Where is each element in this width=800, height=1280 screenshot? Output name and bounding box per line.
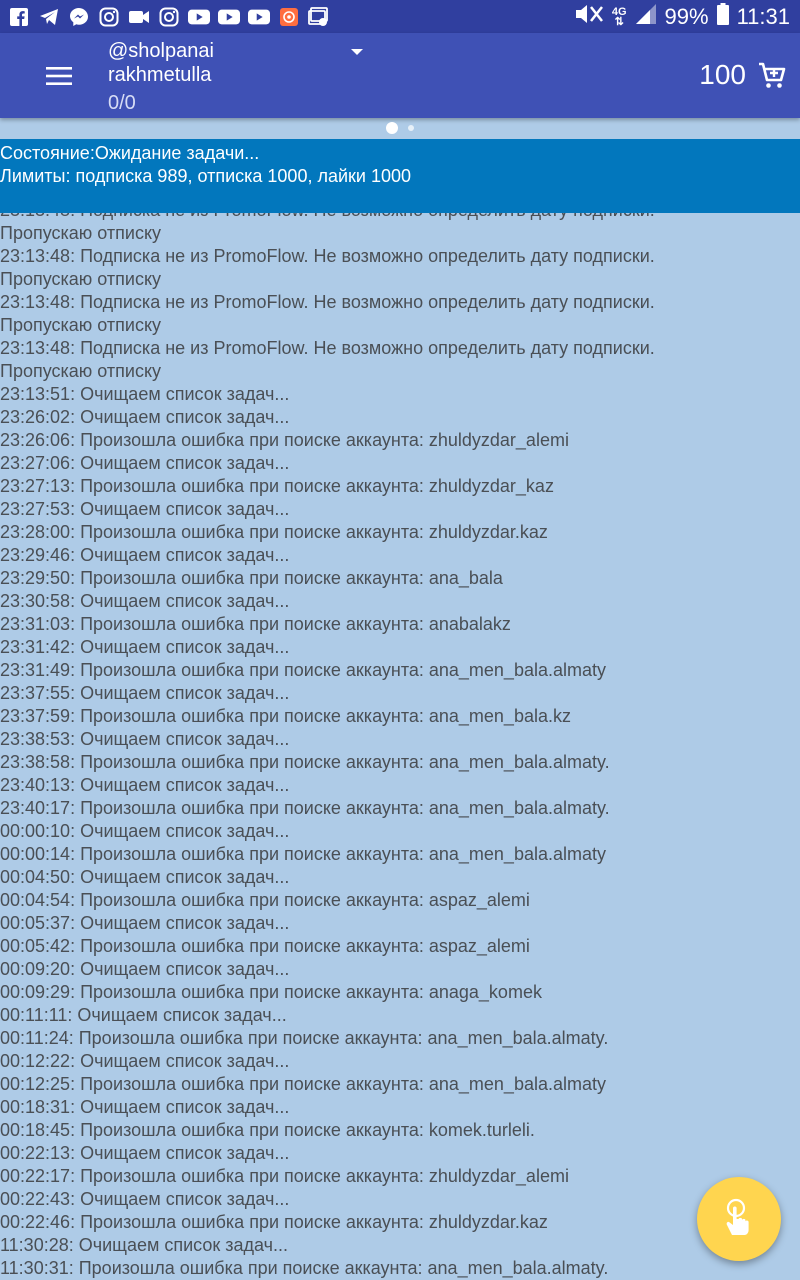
log-entry: 00:09:20: Очищаем список задач... [0, 959, 290, 979]
log-entry: 00:18:45: Произошла ошибка при поиске аккаунта: komek.turleli. [0, 1120, 535, 1140]
log-entry: 11:30:31: Произошла ошибка при поиске аккаунта: ana_men_bala.almaty. [0, 1258, 609, 1278]
log-entry: 00:12:22: Очищаем список задач... [0, 1051, 290, 1071]
system-status [574, 3, 790, 31]
instagram-icon [158, 7, 180, 27]
log-entry: 23:37:55: Очищаем список задач... [0, 683, 290, 703]
log-entry: 23:30:58: Очищаем список задач... [0, 591, 290, 611]
log-entry: 23:29:46: Очищаем список задач... [0, 545, 290, 565]
log-entry: 00:09:29: Произошла ошибка при поиске аккаунта: anaga_komek [0, 982, 542, 1002]
mute-icon [574, 3, 604, 31]
add-to-cart-icon [757, 60, 787, 90]
log-entry: Пропускаю отписку [0, 269, 162, 289]
log-entry: 00:12:25: Произошла ошибка при поиске аккаунта: ana_men_bala.almaty [0, 1074, 606, 1094]
log-entry: 23:13:48: Подписка не из PromoFlow. Не возможно определить дату подписки. [0, 292, 655, 312]
log-entry: 23:37:59: Произошла ошибка при поиске аккаунта: ana_men_bala.kz [0, 706, 571, 726]
start-task-button[interactable] [697, 1177, 781, 1261]
log-entry: 00:11:11: Очищаем список задач... [0, 1005, 287, 1025]
signal-icon [635, 3, 657, 31]
task-progress: 0/0 [108, 92, 136, 114]
log-entry: 00:11:24: Произошла ошибка при поиске аккаунта: ana_men_bala.almaty. [0, 1028, 609, 1048]
log-entry: 23:31:49: Произошла ошибка при поиске аккаунта: ana_men_bala.almaty [0, 660, 606, 680]
log-entry: 23:26:02: Очищаем список задач... [0, 407, 290, 427]
log-list[interactable] [0, 199, 800, 1280]
battery-icon [717, 3, 729, 31]
log-entry: 23:38:58: Произошла ошибка при поиске аккаунта: ana_men_bala.almaty. [0, 752, 610, 772]
menu-icon [46, 66, 72, 86]
state-text: Состояние:Ожидание задачи... [0, 143, 260, 163]
log-entry: 23:13:48: Подписка не из PromoFlow. Не возможно определить дату подписки. [0, 246, 655, 266]
log-entry: 00:22:46: Произошла ошибка при поиске аккаунта: zhuldyzdar.kaz [0, 1212, 548, 1232]
log-entry: 00:18:31: Очищаем список задач... [0, 1097, 290, 1117]
log-entry: 23:13:48: Подписка не из PromoFlow. Не возможно определить дату подписки. [0, 338, 655, 358]
facebook-icon [8, 7, 30, 27]
account-name-line1: @sholpanai [108, 40, 214, 62]
log-entry: Пропускаю отписку [0, 361, 162, 381]
notification-icons [8, 5, 330, 29]
balance: 100 [699, 59, 746, 90]
log-entry: 23:38:53: Очищаем список задач... [0, 729, 290, 749]
log-entry: 23:27:06: Очищаем список задач... [0, 453, 290, 473]
app-icon [278, 7, 300, 27]
telegram-icon [38, 7, 60, 27]
log-entry: 23:40:17: Произошла ошибка при поиске аккаунта: ana_men_bala.almaty. [0, 798, 610, 818]
clock: 11:31 [736, 4, 790, 29]
log-entry: Пропускаю отписку [0, 223, 162, 243]
page-dot-active[interactable] [386, 122, 398, 134]
app-bar [0, 33, 800, 118]
log-entry: 00:04:50: Очищаем список задач... [0, 867, 290, 887]
log-entry: 23:31:42: Очищаем список задач... [0, 637, 290, 657]
account-name-line2: rakhmetulla [108, 64, 212, 86]
log-entry: 00:04:54: Произошла ошибка при поиске аккаунта: aspaz_alemi [0, 890, 530, 910]
youtube-icon [188, 7, 210, 27]
log-entry: 23:26:06: Произошла ошибка при поиске аккаунта: zhuldyzdar_alemi [0, 430, 569, 450]
page-indicator [0, 118, 800, 138]
limits-text: Лимиты: подписка 989, отписка 1000, лайки 1000 [0, 166, 411, 186]
log-entry: 00:22:43: Очищаем список задач... [0, 1189, 290, 1209]
youtube-icon [218, 7, 240, 27]
touch-icon [719, 1197, 759, 1241]
log-entry: Пропускаю отписку [0, 315, 162, 335]
log-entry: 23:27:13: Произошла ошибка при поиске аккаунта: zhuldyzdar_kaz [0, 476, 554, 496]
menu-button[interactable] [38, 57, 80, 95]
video-call-icon [128, 7, 150, 27]
cart-button[interactable] [754, 57, 790, 93]
log-entry: 00:00:14: Произошла ошибка при поиске аккаунта: ana_men_bala.almaty [0, 844, 606, 864]
log-entry: 11:30:28: Очищаем список задач... [0, 1235, 289, 1255]
log-entry: 00:05:37: Очищаем список задач... [0, 913, 290, 933]
battery-percent: 99% [664, 4, 709, 29]
log-entry: 23:28:00: Произошла ошибка при поиске аккаунта: zhuldyzdar.kaz [0, 522, 548, 542]
log-entry: 00:22:17: Произошла ошибка при поиске аккаунта: zhuldyzdar_alemi [0, 1166, 569, 1186]
account-selector[interactable] [108, 39, 214, 115]
page-dot[interactable] [408, 125, 414, 131]
status-bar [0, 0, 800, 33]
log-entry: 23:27:53: Очищаем список задач... [0, 499, 290, 519]
log-entry: 23:40:13: Очищаем список задач... [0, 775, 290, 795]
gallery-icon [308, 7, 330, 27]
status-panel [0, 139, 800, 213]
log-entry: 23:31:03: Произошла ошибка при поиске аккаунта: anabalakz [0, 614, 511, 634]
log-entry: 00:00:10: Очищаем список задач... [0, 821, 290, 841]
instagram-icon [98, 7, 120, 27]
dropdown-arrow-icon[interactable] [348, 45, 366, 59]
log-entry: 23:13:51: Очищаем список задач... [0, 384, 290, 404]
messenger-icon [68, 7, 90, 27]
log-entry: 00:05:42: Произошла ошибка при поиске аккаунта: aspaz_alemi [0, 936, 530, 956]
log-entry: 23:29:50: Произошла ошибка при поиске аккаунта: ana_bala [0, 568, 503, 588]
youtube-icon [248, 7, 270, 27]
network-type: 4G ⇅ [611, 6, 627, 28]
log-entry: 00:22:13: Очищаем список задач... [0, 1143, 290, 1163]
